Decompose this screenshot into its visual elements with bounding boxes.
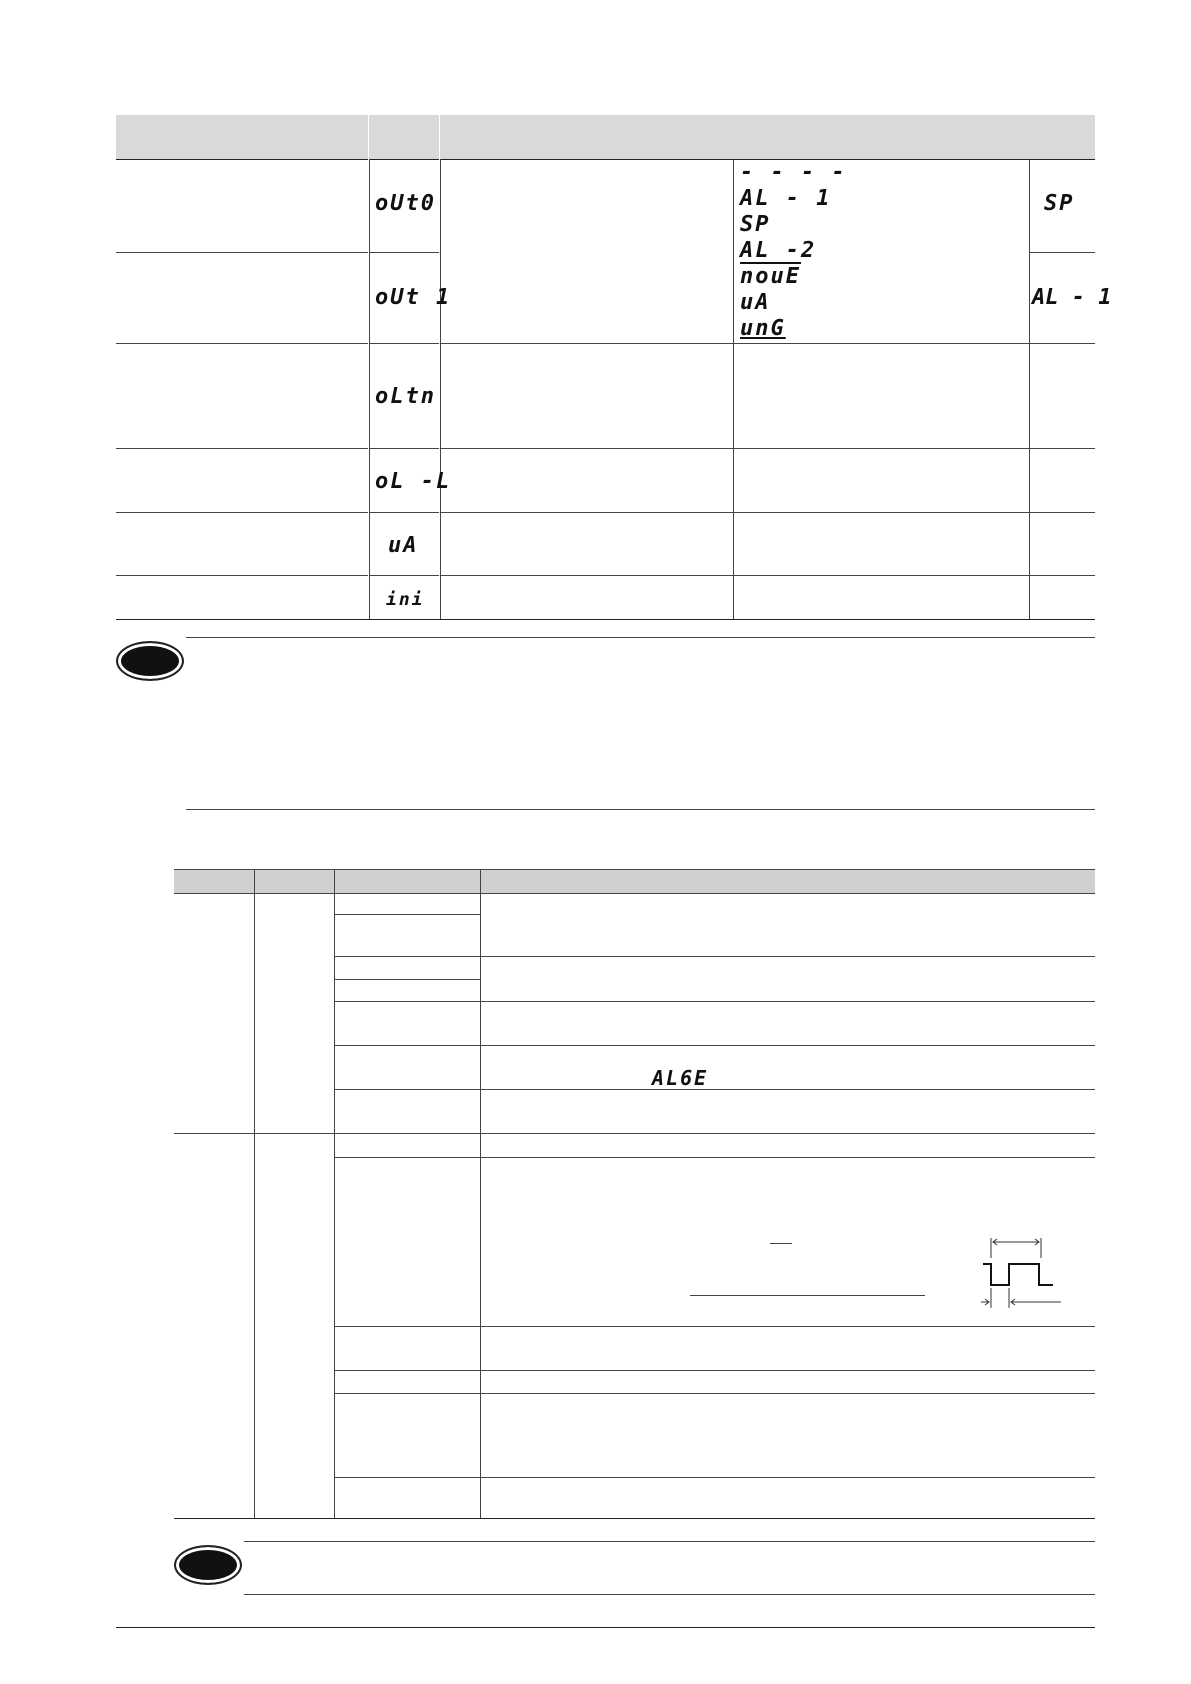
param-code-ini: ini [386,589,425,610]
option-move: nouE [740,264,801,289]
pulse-waveform [983,1264,1053,1285]
default-out1: AL - 1 [1032,285,1112,310]
width-marker [981,1288,1061,1308]
option-ua: uA [740,290,771,315]
note-badge-icon [116,641,184,681]
option-al1: AL - 1 [740,186,832,211]
option-none: - - - - [740,160,847,185]
option-ung: unG [740,316,786,341]
formula-bar-long [690,1295,925,1296]
table-header [116,115,1095,159]
inline-code-al6e: AL6E [652,1066,709,1090]
table-header [174,869,1095,894]
note-badge-icon [174,1545,242,1585]
param-code-ol-l: oL -L [375,469,452,494]
output-options-list [740,160,847,342]
pulse-timing-diagram [975,1230,1065,1310]
period-marker [991,1238,1041,1258]
param-code-out1: oUt 1 [375,285,452,310]
option-sp: SP [740,212,771,237]
option-al2: AL -2 [740,238,817,263]
param-code-out0: oUt0 [375,191,436,216]
param-code-ua: uA [388,533,419,558]
default-out0: SP [1044,191,1075,216]
footer-rule [116,1627,1095,1628]
formula-bar-short [770,1243,792,1244]
param-code-oltn: oLtn [375,384,436,409]
